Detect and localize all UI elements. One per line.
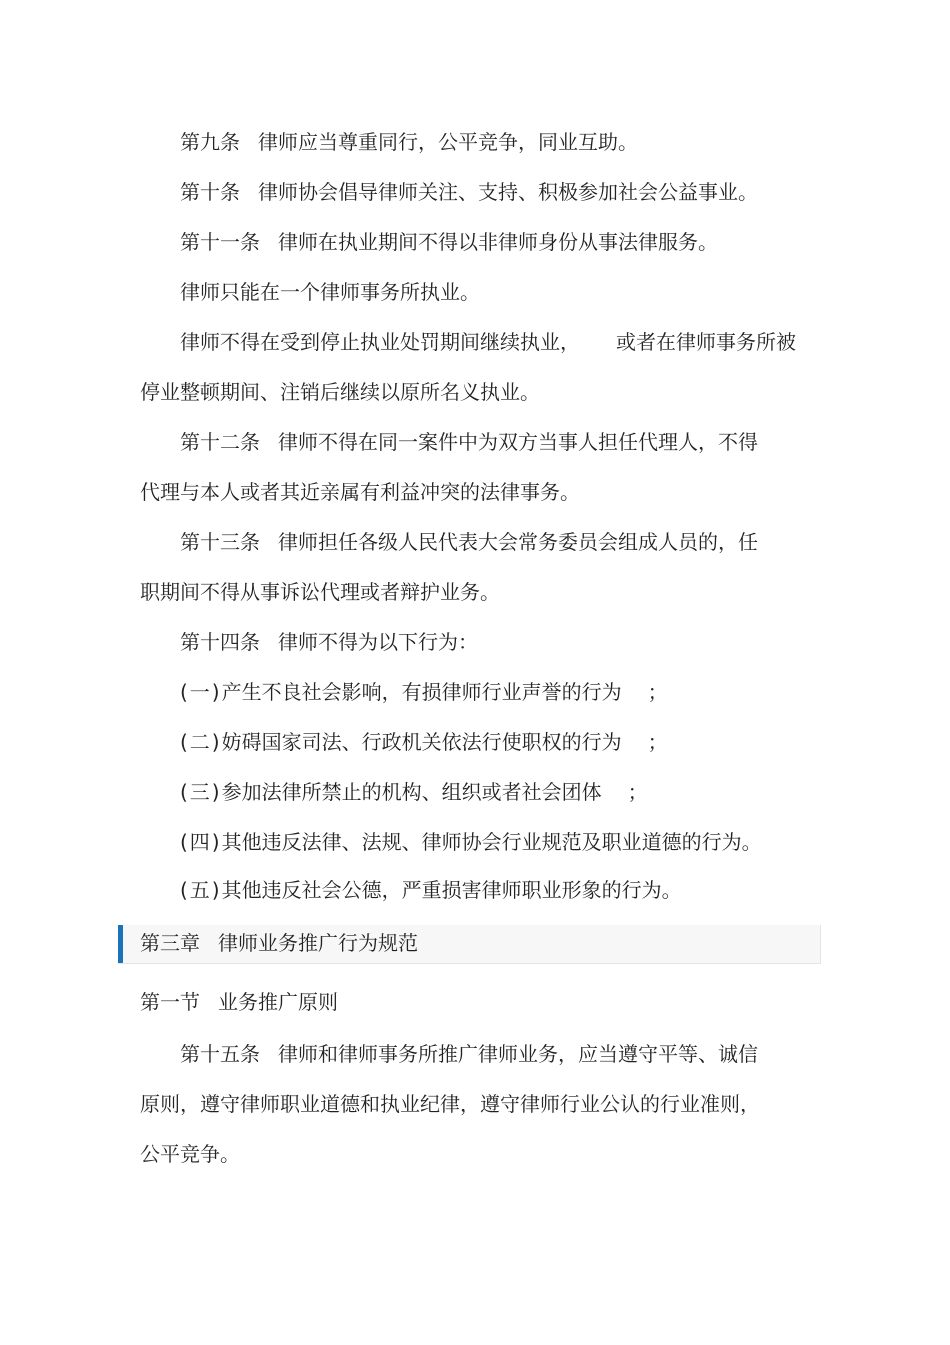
- chapter-title: [140, 929, 418, 957]
- list-item-number: (二): [180, 730, 222, 754]
- list-item-number: (五): [180, 878, 222, 902]
- article-label: 第十二条: [180, 430, 260, 454]
- article-15-continued-2: [140, 1140, 820, 1168]
- article-13: [180, 528, 860, 556]
- article-15-continued: [140, 1090, 820, 1118]
- article-text: 律师和律师事务所推广律师业务，应当遵守平等、诚信: [278, 1042, 758, 1066]
- list-item: [180, 778, 860, 806]
- article-text: 原则，遵守律师职业道德和执业纪律，遵守律师行业公认的行业准则，: [140, 1092, 760, 1116]
- section-heading: [140, 988, 820, 1016]
- article-text: 律师不得为以下行为：: [278, 630, 478, 654]
- chapter-label: 第三章: [140, 931, 200, 955]
- article-15: [180, 1040, 860, 1068]
- list-item-text: 其他违反法律、法规、律师协会行业规范及职业道德的行为。: [221, 830, 762, 854]
- list-item-number: (四): [180, 830, 222, 854]
- list-item-number: (一): [180, 680, 222, 704]
- article-text: 代理与本人或者其近亲属有利益冲突的法律事务。: [140, 480, 580, 504]
- chapter-accent-bar: [118, 925, 123, 963]
- article-11-paragraph-3-continued: [140, 378, 820, 406]
- article-text: 公平竞争。: [140, 1142, 240, 1166]
- chapter-heading: [118, 925, 821, 964]
- article-text: 律师在执业期间不得以非律师身份从事法律服务。: [278, 230, 718, 254]
- list-item-text: 其他违反社会公德，严重损害律师职业形象的行为。: [221, 878, 682, 902]
- article-text: 律师协会倡导律师关注、支持、积极参加社会公益事业。: [258, 180, 758, 204]
- list-item-text: 参加法律所禁止的机构、组织或者社会团体: [221, 780, 602, 804]
- list-item: [180, 678, 860, 706]
- article-label: 第十五条: [180, 1042, 260, 1066]
- article-label: 第十条: [180, 180, 240, 204]
- paragraph-text: 停业整顿期间、注销后继续以原所名义执业。: [140, 380, 540, 404]
- article-11: [180, 228, 860, 256]
- list-item-text: 妨碍国家司法、行政机关依法行使职权的行为: [221, 730, 622, 754]
- article-label: 第十四条: [180, 630, 260, 654]
- list-item-number: (三): [180, 780, 222, 804]
- list-item-end: ；: [627, 780, 648, 804]
- list-item-end: ；: [647, 680, 668, 704]
- article-11-paragraph-3: [180, 328, 860, 356]
- article-label: 第十三条: [180, 530, 260, 554]
- article-label: 第九条: [180, 130, 240, 154]
- article-13-continued: [140, 578, 820, 606]
- list-item: [180, 728, 860, 756]
- article-12: [180, 428, 860, 456]
- list-item-text: 产生不良社会影响，有损律师行业声誉的行为: [221, 680, 622, 704]
- article-label: 第十一条: [180, 230, 260, 254]
- section-label: 第一节: [140, 990, 200, 1014]
- article-text: 职期间不得从事诉讼代理或者辩护业务。: [140, 580, 500, 604]
- article-text: 律师不得在同一案件中为双方当事人担任代理人，不得: [278, 430, 758, 454]
- list-item-end: ；: [647, 730, 668, 754]
- chapter-name: 律师业务推广行为规范: [218, 931, 418, 955]
- paragraph-text: 律师只能在一个律师事务所执业。: [180, 280, 480, 304]
- article-11-paragraph-2: [180, 278, 860, 306]
- article-text: 律师应当尊重同行，公平竞争，同业互助。: [258, 130, 638, 154]
- article-text: 律师担任各级人民代表大会常务委员会组成人员的，任: [278, 530, 758, 554]
- section-title: 业务推广原则: [218, 990, 338, 1014]
- article-9: [180, 128, 860, 156]
- list-item: [180, 876, 860, 904]
- paragraph-text: 律师不得在受到停止执业处罚期间继续执业，: [180, 330, 580, 354]
- list-item: [180, 828, 860, 856]
- paragraph-text-continued: 或者在律师事务所被: [616, 330, 796, 354]
- article-12-continued: [140, 478, 820, 506]
- article-14: [180, 628, 860, 656]
- article-10: [180, 178, 860, 206]
